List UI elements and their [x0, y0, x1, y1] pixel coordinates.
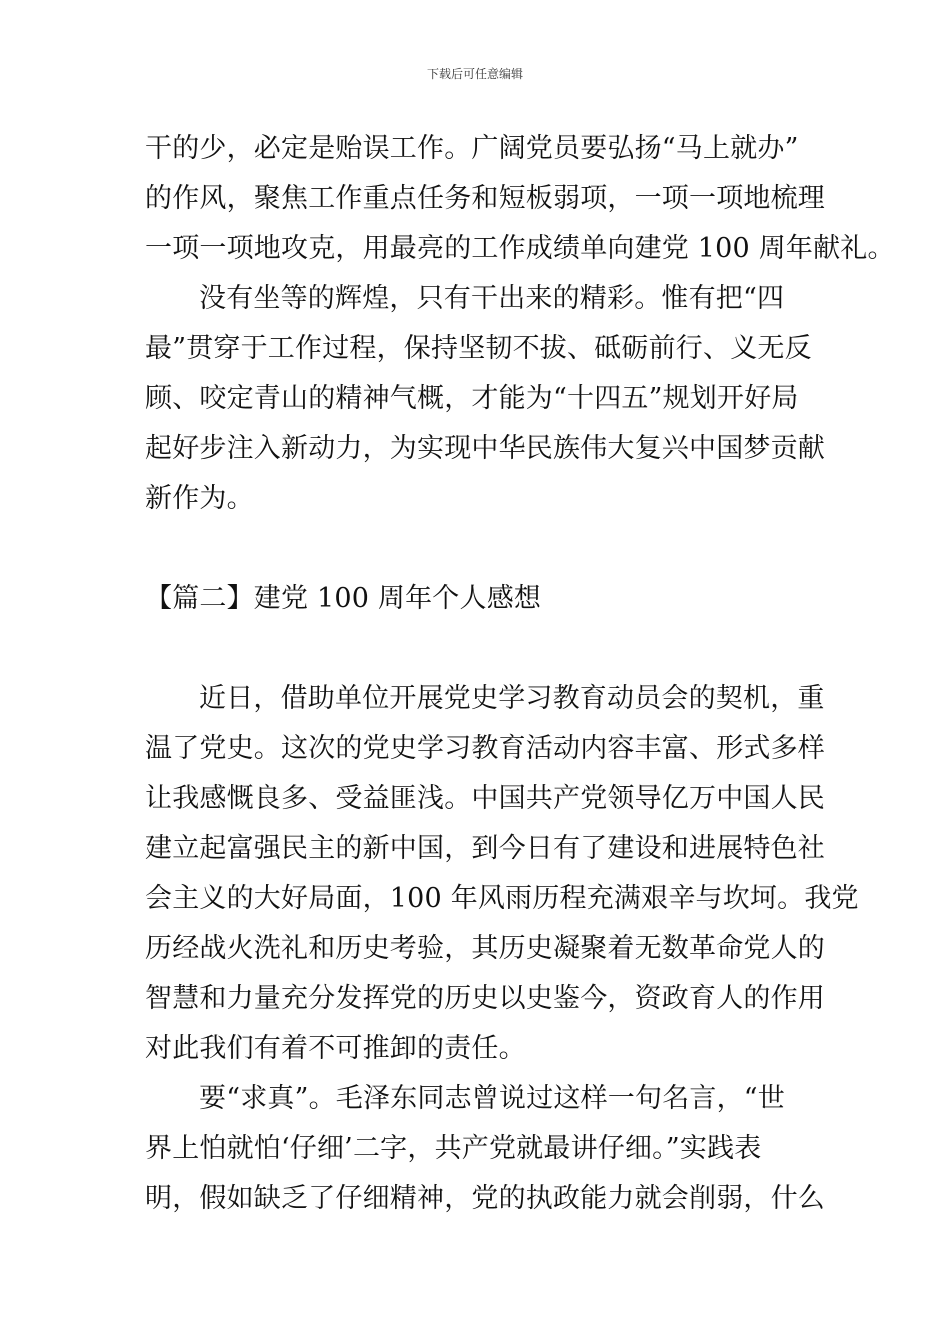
text-line: 界上怕就怕‘仔细’二字，共产党就最讲仔细。”实践表 — [145, 1133, 762, 1164]
text-line: 的作风，聚焦工作重点任务和短板弱项，一项一项地梳理 — [145, 183, 825, 214]
text-line: 明，假如缺乏了仔细精神，党的执政能力就会削弱，什么 — [145, 1183, 825, 1214]
text-line: 智慧和力量充分发挥党的历史以史鉴今，资政育人的作用 — [145, 983, 825, 1014]
blank-line — [145, 524, 813, 574]
text-line: 一项一项地攻克，用最亮的工作成绩单向建党 100 周年献礼。 — [145, 233, 895, 264]
page-header: 下载后可任意编辑 — [426, 67, 523, 81]
text-line: 建立起富强民主的新中国，到今日有了建设和进展特色社 — [145, 833, 825, 864]
text-line: 近日，借助单位开展党史学习教育动员会的契机，重 — [199, 683, 825, 714]
text-line: 会主义的大好局面，100 年风雨历程充满艰辛与坎坷。我党 — [145, 883, 859, 914]
text-line: 新作为。 — [145, 483, 254, 514]
text-line: 没有坐等的辉煌，只有干出来的精彩。惟有把“四 — [199, 283, 785, 314]
text-line: 顾、咬定青山的精神气概，才能为“十四五”规划开好局 — [145, 383, 799, 414]
text-line: 起好步注入新动力，为实现中华民族伟大复兴中国梦贡献 — [145, 433, 825, 464]
text-line: 历经战火洗礼和历史考验，其历史凝聚着无数革命党人的 — [145, 933, 825, 964]
text-line: 最”贯穿于工作过程，保持坚韧不拔、砥砺前行、义无反 — [145, 333, 812, 364]
text-line: 要“求真”。毛泽东同志曾说过这样一句名言，“世 — [199, 1083, 786, 1114]
text-line: 对此我们有着不可推卸的责任。 — [145, 1033, 526, 1064]
blank-line — [145, 624, 813, 674]
text-line: 干的少，必定是贻误工作。广阔党员要弘扬“马上就办” — [145, 133, 799, 164]
document-body — [145, 124, 895, 1224]
text-line: 让我感慨良多、受益匪浅。中国共产党领导亿万中国人民 — [145, 783, 825, 814]
section-heading: 【篇二】建党 100 周年个人感想 — [145, 583, 542, 614]
text-line: 温了党史。这次的党史学习教育活动内容丰富、形式多样 — [145, 733, 825, 764]
